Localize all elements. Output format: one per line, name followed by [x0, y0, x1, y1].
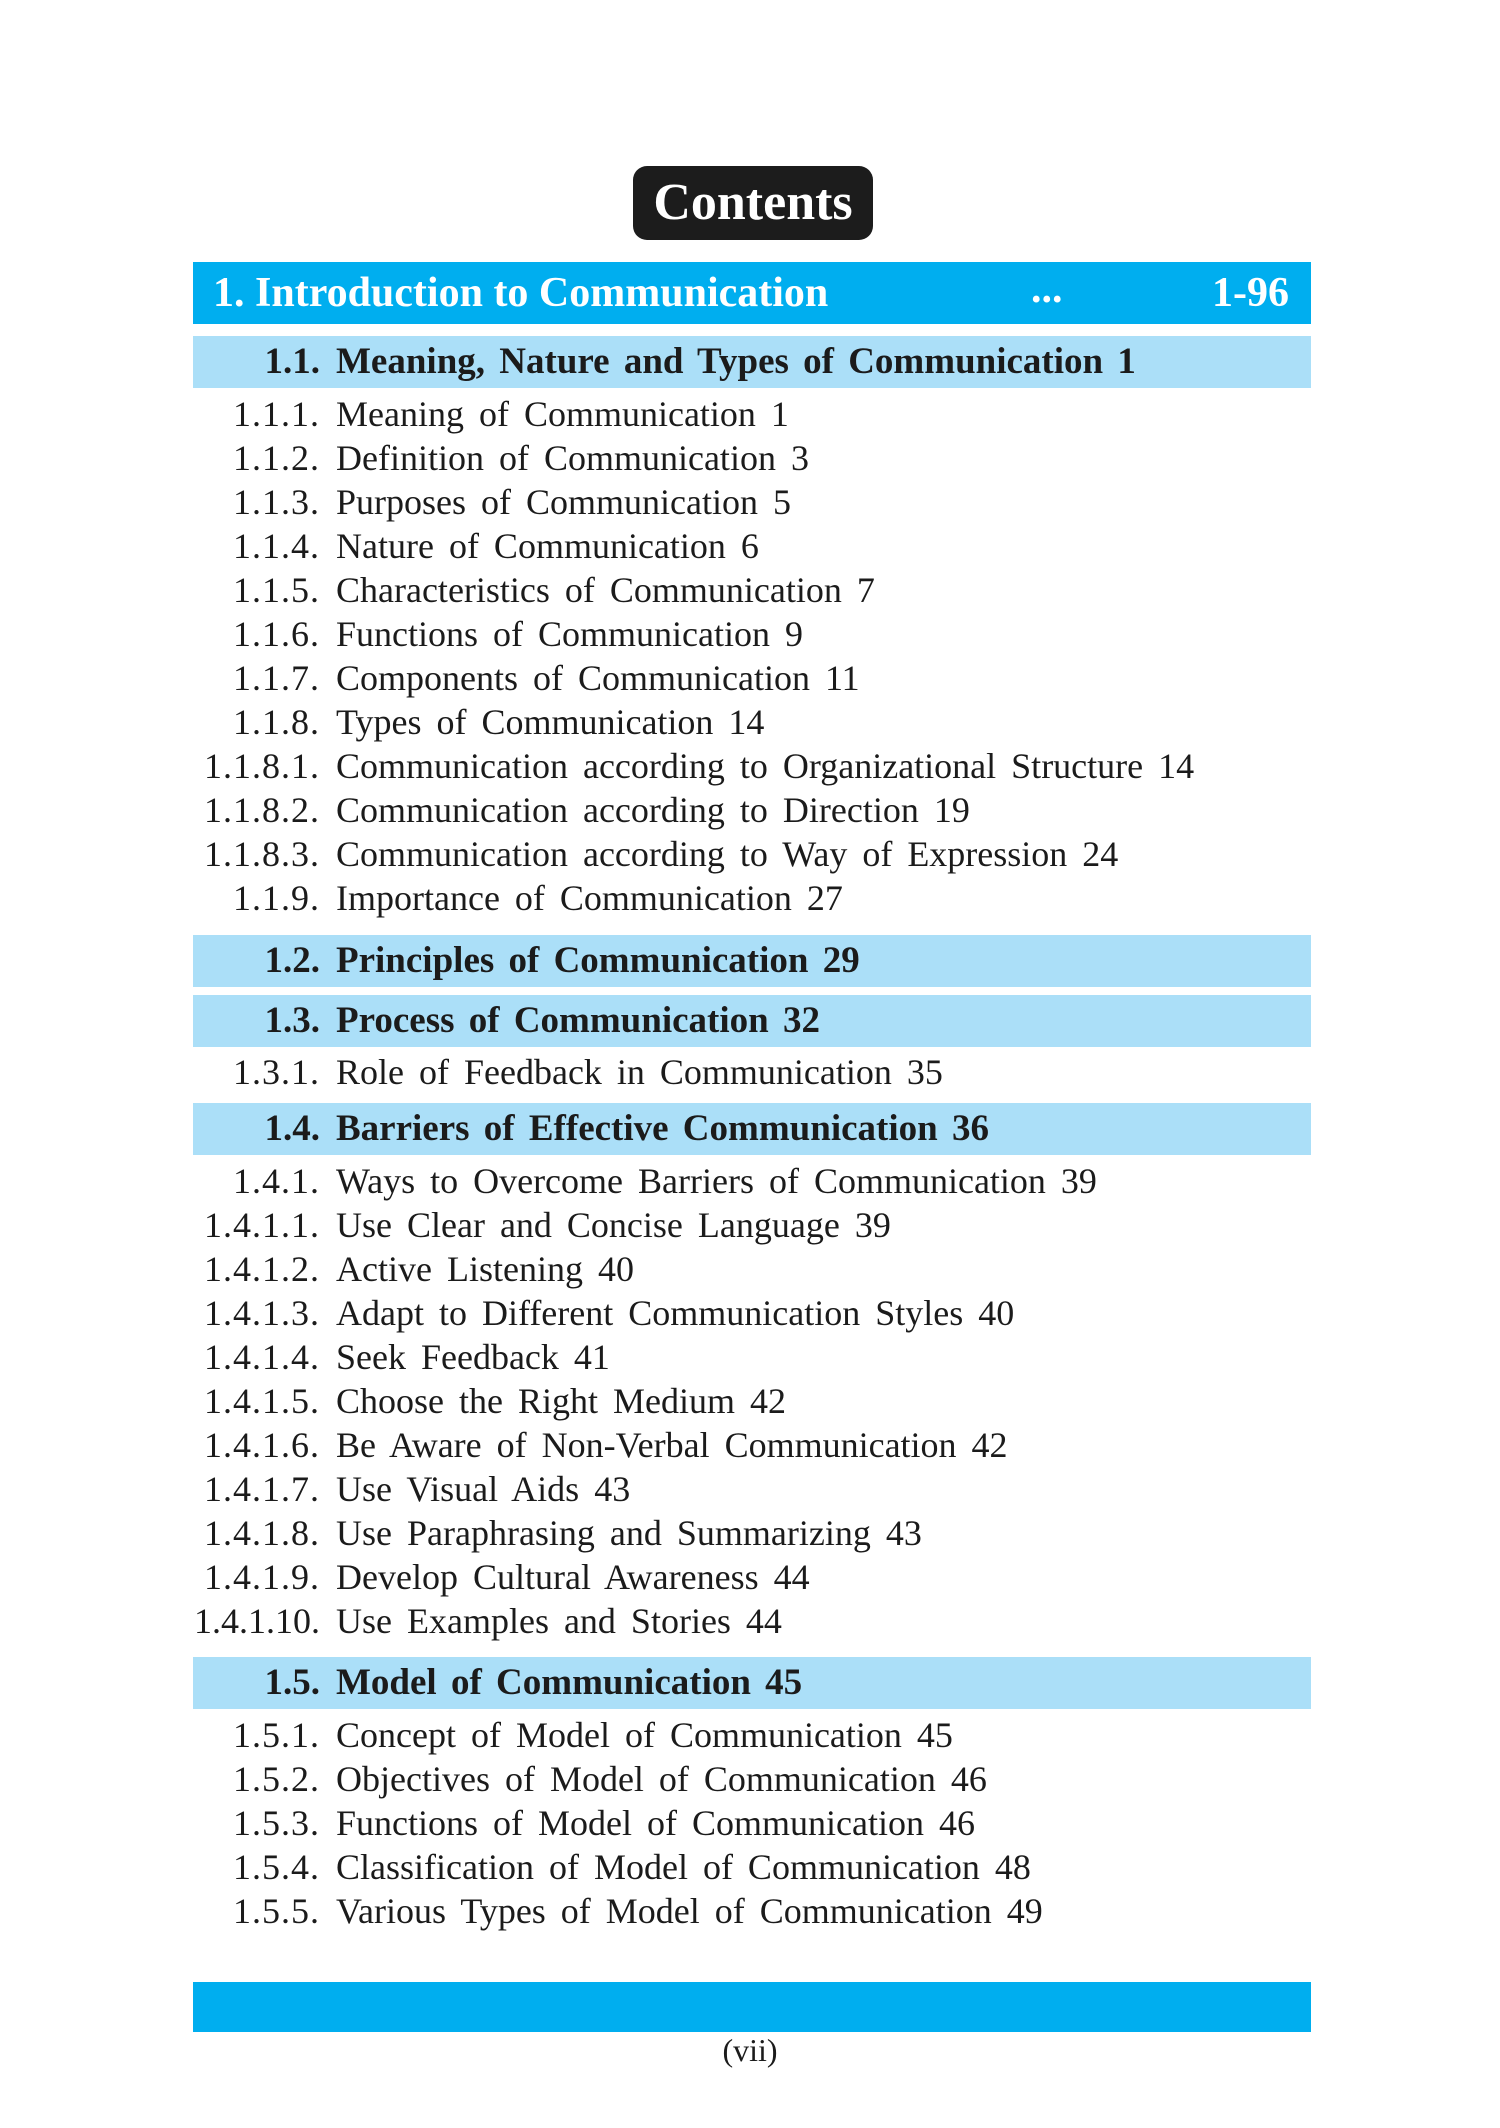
- toc-entry[interactable]: [193, 788, 1311, 832]
- section-title: Barriers of Effective Communication 36: [336, 1108, 989, 1149]
- chapter-page-range: 1-96: [1212, 270, 1289, 316]
- toc-entry[interactable]: [193, 1801, 1311, 1845]
- entry-title: Role of Feedback in Communication 35: [336, 1052, 943, 1092]
- toc-entry[interactable]: [193, 1159, 1311, 1203]
- toc-entry[interactable]: [193, 876, 1311, 920]
- entry-title: Classification of Model of Communication 48: [336, 1847, 1031, 1887]
- entry-title: Functions of Communication 9: [336, 614, 803, 654]
- toc-entry[interactable]: [193, 700, 1311, 744]
- entry-number: 1.1.2.: [233, 438, 320, 478]
- entry-title: Objectives of Model of Communication 46: [336, 1759, 987, 1799]
- page-number: (vii): [722, 2032, 778, 2068]
- toc-entry[interactable]: [193, 1757, 1311, 1801]
- entry-number: 1.1.9.: [233, 878, 320, 918]
- entry-title: Communication according to Direction 19: [336, 790, 970, 830]
- toc-entry[interactable]: [193, 1713, 1311, 1757]
- toc-entry[interactable]: [193, 1423, 1311, 1467]
- entry-number: 1.1.8.: [233, 702, 320, 742]
- entry-number: 1.1.8.1.: [204, 746, 320, 786]
- toc-entry[interactable]: [193, 392, 1311, 436]
- entry-number: 1.5.1.: [233, 1715, 320, 1755]
- toc-entry[interactable]: [193, 1889, 1311, 1933]
- entry-number: 1.1.1.: [233, 394, 320, 434]
- entry-number: 1.4.1.10.: [194, 1601, 320, 1641]
- entry-title: Use Visual Aids 43: [336, 1469, 631, 1509]
- entry-title: Choose the Right Medium 42: [336, 1381, 786, 1421]
- toc-entry[interactable]: [193, 1335, 1311, 1379]
- toc-entry[interactable]: [193, 612, 1311, 656]
- toc-entry[interactable]: [193, 832, 1311, 876]
- entry-number: 1.1.7.: [233, 658, 320, 698]
- toc-entry[interactable]: [193, 1467, 1311, 1511]
- entry-number: 1.1.4.: [233, 526, 320, 566]
- entry-title: Nature of Communication 6: [336, 526, 759, 566]
- entry-number: 1.4.1.1.: [204, 1205, 320, 1245]
- toc-entry[interactable]: [193, 1511, 1311, 1555]
- entry-number: 1.1.3.: [233, 482, 320, 522]
- section-title: Process of Communication 32: [336, 1000, 820, 1041]
- entry-title: Concept of Model of Communication 45: [336, 1715, 953, 1755]
- entry-number: 1.5.4.: [233, 1847, 320, 1887]
- entry-number: 1.4.1.4.: [204, 1337, 320, 1377]
- entry-title: Active Listening 40: [336, 1249, 634, 1289]
- entry-title: Use Clear and Concise Language 39: [336, 1205, 891, 1245]
- entry-title: Definition of Communication 3: [336, 438, 809, 478]
- entry-number: 1.1.6.: [233, 614, 320, 654]
- footer-bar: [193, 1982, 1311, 2032]
- section-title: Model of Communication 45: [336, 1662, 803, 1703]
- toc-entry[interactable]: [193, 1203, 1311, 1247]
- entry-number: 1.4.1.3.: [204, 1293, 320, 1333]
- entry-title: Types of Communication 14: [336, 702, 765, 742]
- entry-title: Communication according to Organizational Structure 14: [336, 746, 1195, 786]
- entry-number: 1.5.5.: [233, 1891, 320, 1931]
- toc-entry[interactable]: [193, 744, 1311, 788]
- entry-number: 1.3.1.: [233, 1052, 320, 1092]
- section-number: 1.1.: [264, 341, 320, 382]
- entry-title: Use Examples and Stories 44: [336, 1601, 782, 1641]
- entry-number: 1.4.1.9.: [204, 1557, 320, 1597]
- toc-entry[interactable]: [193, 1599, 1311, 1643]
- entry-number: 1.1.8.3.: [204, 834, 320, 874]
- section-header[interactable]: [193, 336, 1311, 388]
- section-number: 1.3.: [264, 1000, 320, 1041]
- entry-title: Seek Feedback 41: [336, 1337, 610, 1377]
- section-number: 1.2.: [264, 940, 320, 981]
- contents-heading: Contents: [633, 166, 873, 240]
- entry-number: 1.4.1.2.: [204, 1249, 320, 1289]
- toc-entry[interactable]: [193, 1555, 1311, 1599]
- toc-entry[interactable]: [193, 1291, 1311, 1335]
- section-number: 1.4.: [264, 1108, 320, 1149]
- entry-number: 1.4.1.7.: [204, 1469, 320, 1509]
- entry-title: Ways to Overcome Barriers of Communication 39: [336, 1161, 1097, 1201]
- entry-number: 1.4.1.8.: [204, 1513, 320, 1553]
- section-header[interactable]: [193, 935, 1311, 987]
- entry-number: 1.5.2.: [233, 1759, 320, 1799]
- section-title: Meaning, Nature and Types of Communication 1: [336, 341, 1136, 382]
- entry-number: 1.1.8.2.: [204, 790, 320, 830]
- entry-title: Importance of Communication 27: [336, 878, 843, 918]
- toc-entry[interactable]: [193, 436, 1311, 480]
- entry-title: Components of Communication 11: [336, 658, 860, 698]
- entry-title: Adapt to Different Communication Styles 40: [336, 1293, 1015, 1333]
- entry-number: 1.1.5.: [233, 570, 320, 610]
- entry-title: Use Paraphrasing and Summarizing 43: [336, 1513, 922, 1553]
- chapter-header[interactable]: [193, 262, 1311, 324]
- chapter-leader-dots: ...: [1031, 266, 1063, 312]
- toc-entry[interactable]: [193, 1050, 1311, 1094]
- entry-title: Be Aware of Non-Verbal Communication 42: [336, 1425, 1008, 1465]
- toc-entry[interactable]: [193, 1247, 1311, 1291]
- section-title: Principles of Communication 29: [336, 940, 860, 981]
- entry-number: 1.4.1.5.: [204, 1381, 320, 1421]
- section-header[interactable]: [193, 1657, 1311, 1709]
- entry-title: Functions of Model of Communication 46: [336, 1803, 975, 1843]
- section-header[interactable]: [193, 995, 1311, 1047]
- entry-title: Communication according to Way of Expression 24: [336, 834, 1119, 874]
- entry-title: Meaning of Communication 1: [336, 394, 789, 434]
- entry-number: 1.5.3.: [233, 1803, 320, 1843]
- section-header[interactable]: [193, 1103, 1311, 1155]
- entry-title: Develop Cultural Awareness 44: [336, 1557, 810, 1597]
- entry-title: Various Types of Model of Communication 49: [336, 1891, 1043, 1931]
- entry-number: 1.4.1.6.: [204, 1425, 320, 1465]
- toc-entry[interactable]: [193, 1379, 1311, 1423]
- toc-entry[interactable]: [193, 568, 1311, 612]
- toc-entry[interactable]: [193, 480, 1311, 524]
- toc-entry[interactable]: [193, 656, 1311, 700]
- toc-entry[interactable]: [193, 524, 1311, 568]
- chapter-title: 1. Introduction to Communication: [213, 270, 829, 316]
- toc-entry[interactable]: [193, 1845, 1311, 1889]
- entry-number: 1.4.1.: [233, 1161, 320, 1201]
- entry-title: Purposes of Communication 5: [336, 482, 791, 522]
- section-number: 1.5.: [264, 1662, 320, 1703]
- entry-title: Characteristics of Communication 7: [336, 570, 875, 610]
